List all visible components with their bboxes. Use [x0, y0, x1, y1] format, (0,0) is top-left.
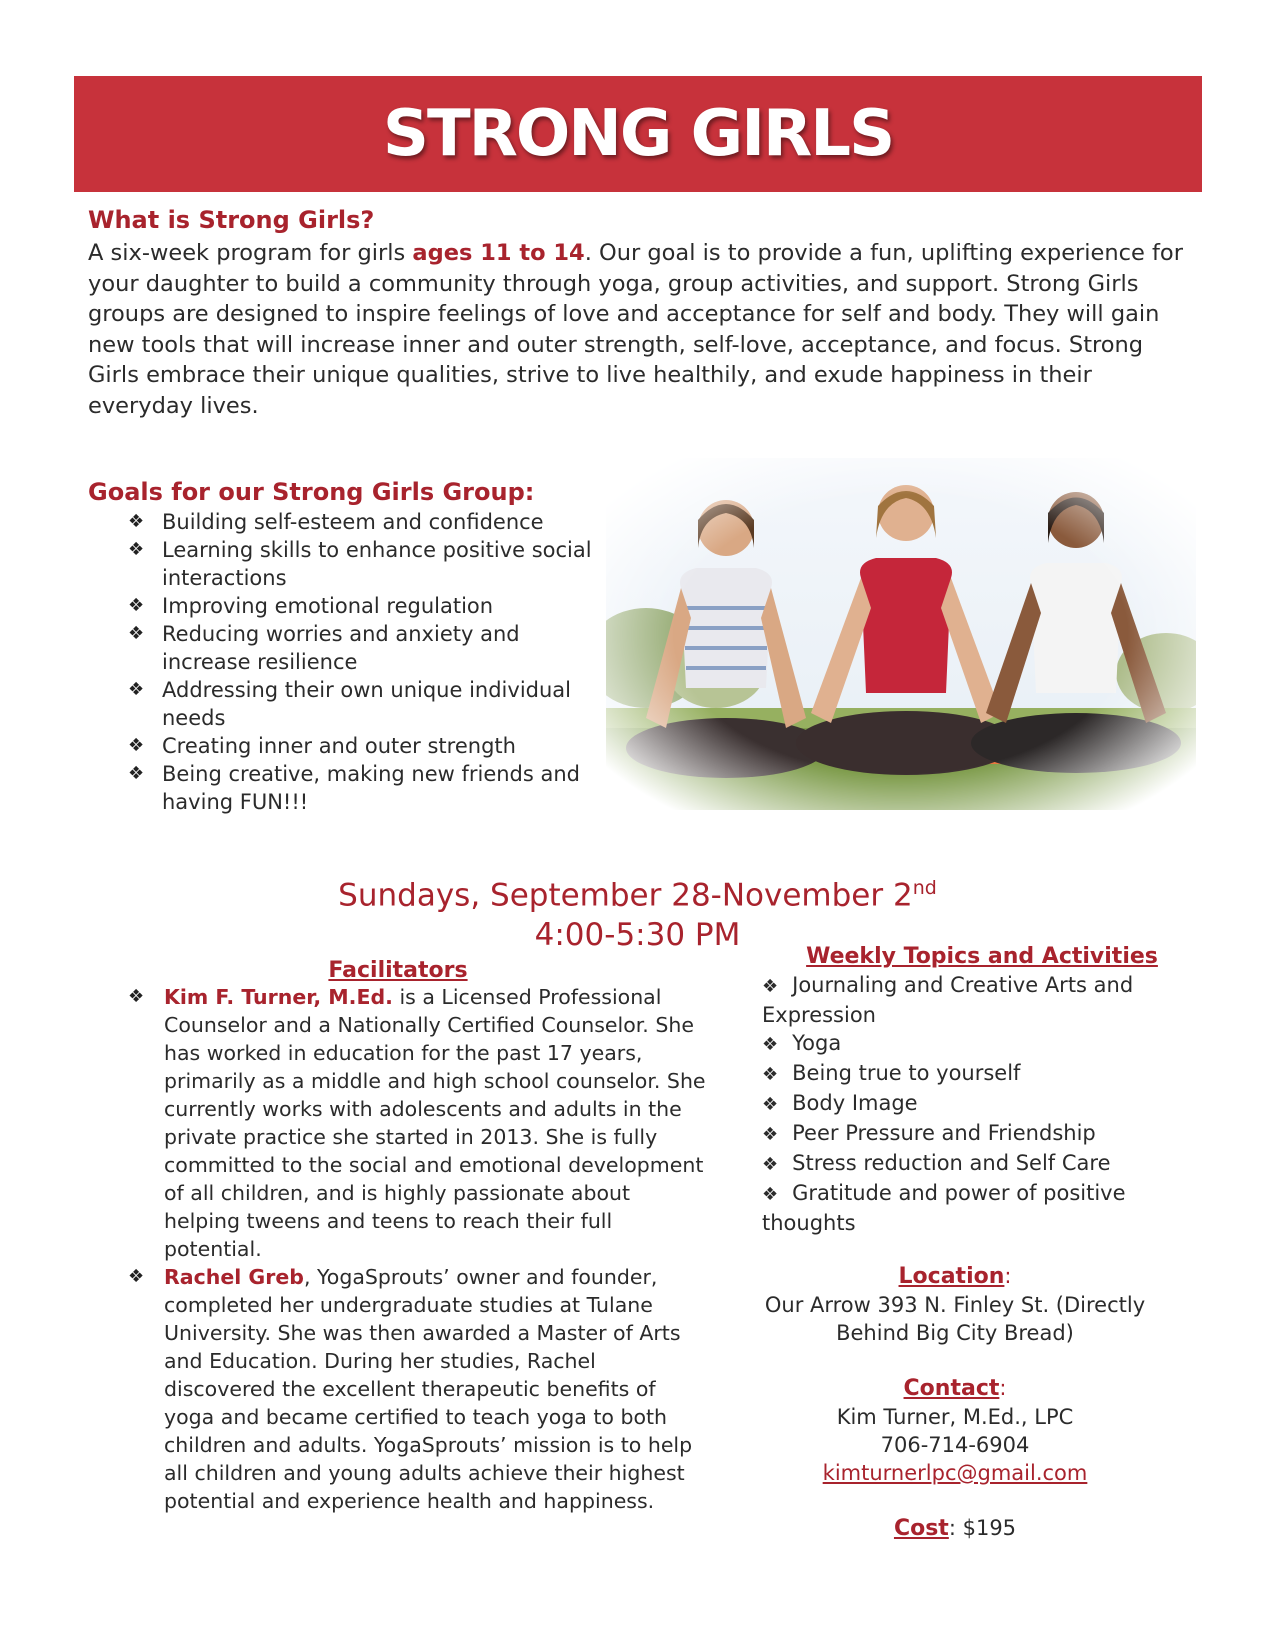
- weekly-topics-section: [762, 944, 1202, 1237]
- page-title: STRONG GIRLS: [382, 97, 894, 171]
- topic-text: Stress reduction and Self Care: [792, 1151, 1111, 1175]
- diamond-bullet-icon: ❖: [128, 595, 145, 616]
- goal-item: [88, 732, 608, 760]
- topic-text: Body Image: [792, 1091, 918, 1115]
- topic-text: Being true to yourself: [792, 1061, 1021, 1085]
- weekly-topics-list: [762, 971, 1202, 1237]
- intro-text-rest: . Our goal is to provide a fun, uplifting experience for your daughter to build a community through yoga, group activities, and support. Strong Girls groups are designed to inspire feelings of love and acceptance for self and body. They will gain new tools that will increase inner and outer strength, self-love, acceptance, and focus. Strong Girls embrace their unique qualities, strive to live healthily, and exude happiness in their everyday lives.: [88, 240, 1183, 419]
- facilitators-heading: Facilitators: [328, 958, 468, 983]
- goal-text: Being creative, making new friends and having FUN!!!: [162, 762, 581, 814]
- facilitator-name: Rachel Greb: [164, 1265, 304, 1289]
- facilitator-item: [88, 1263, 708, 1515]
- diamond-bullet-icon: ❖: [762, 1124, 779, 1145]
- goal-item: [88, 536, 608, 592]
- facilitators-section: [88, 958, 708, 1515]
- contact-label-line: [740, 1374, 1170, 1403]
- yoga-girls-photo: [606, 458, 1196, 810]
- goals-section: [88, 478, 608, 816]
- intro-paragraph: [88, 238, 1198, 421]
- goal-item: [88, 676, 608, 732]
- goals-list: [88, 508, 608, 816]
- title-banner: [74, 76, 1202, 192]
- intro-heading: What is Strong Girls?: [88, 206, 375, 234]
- diamond-bullet-icon: ❖: [762, 1034, 779, 1055]
- goal-text: Improving emotional regulation: [162, 594, 494, 618]
- goal-text: Creating inner and outer strength: [162, 734, 516, 758]
- label-colon: :: [999, 1376, 1007, 1400]
- topic-item: [762, 1179, 1202, 1237]
- topic-item: [762, 1119, 1202, 1149]
- goal-text: Learning skills to enhance positive social interactions: [162, 538, 592, 590]
- facilitator-item: [88, 983, 708, 1263]
- topic-item: [762, 1059, 1202, 1089]
- label-colon: :: [1004, 1264, 1012, 1288]
- cost-section: [740, 1514, 1170, 1543]
- location-section: [740, 1262, 1170, 1347]
- goal-item: [88, 760, 608, 816]
- cost-line: [740, 1514, 1170, 1543]
- facilitator-bio: is a Licensed Professional Counselor and a Nationally Certified Counselor. She has worked in education for the past 17 years, primarily as a middle and high school counselor. She currently works with adolescents and adults in the private practice she started in 2013. She is fully committed to the social and emotional development of all children, and is highly passionate about helping tweens and teens to reach their full potential.: [164, 985, 706, 1261]
- diamond-bullet-icon: ❖: [762, 1154, 779, 1175]
- goal-text: Building self-esteem and confidence: [162, 510, 544, 534]
- contact-email-link[interactable]: kimturnerlpc@gmail.com: [822, 1461, 1088, 1485]
- topic-text: Gratitude and power of positive thoughts: [762, 1181, 1126, 1235]
- contact-name: Kim Turner, M.Ed., LPC: [836, 1405, 1074, 1429]
- diamond-bullet-icon: ❖: [762, 976, 779, 997]
- diamond-bullet-icon: ❖: [128, 1266, 145, 1287]
- topic-text: Journaling and Creative Arts and Expression: [762, 973, 1134, 1027]
- diamond-bullet-icon: ❖: [762, 1064, 779, 1085]
- goal-item: [88, 508, 608, 536]
- diamond-bullet-icon: ❖: [762, 1094, 779, 1115]
- goals-heading: Goals for our Strong Girls Group:: [88, 478, 535, 506]
- diamond-bullet-icon: ❖: [128, 735, 145, 756]
- goal-item: [88, 620, 608, 676]
- topic-item: [762, 1149, 1202, 1179]
- topic-item: [762, 1029, 1202, 1059]
- topic-text: Peer Pressure and Friendship: [792, 1121, 1096, 1145]
- diamond-bullet-icon: ❖: [762, 1184, 779, 1205]
- label-colon: :: [948, 1516, 956, 1540]
- age-range-highlight: ages 11 to 14: [412, 240, 585, 266]
- intro-text-start: A six-week program for girls: [88, 240, 413, 266]
- topic-item: [762, 971, 1202, 1029]
- cost-value: $195: [962, 1516, 1017, 1540]
- location-line-1: Our Arrow 393 N. Finley St. (Directly: [764, 1293, 1146, 1317]
- facilitator-bio: , YogaSprouts’ owner and founder, completed her undergraduate studies at Tulane University. She was then awarded a Master of Arts and Education. During her studies, Rachel discovered the excellent therapeutic benefits of yoga and became certified to teach yoga to both children and adults. YogaSprouts’ mission is to help all children and young adults achieve their highest potential and experience health and happiness.: [164, 1265, 693, 1513]
- diamond-bullet-icon: ❖: [128, 539, 145, 560]
- schedule-dates: [0, 868, 1275, 915]
- facilitators-list: [88, 983, 708, 1515]
- goal-text: Reducing worries and anxiety and increase resilience: [162, 622, 520, 674]
- contact-section: [740, 1374, 1170, 1487]
- ordinal-suffix: nd: [912, 877, 937, 899]
- diamond-bullet-icon: ❖: [128, 986, 145, 1007]
- schedule-time: 4:00-5:30 PM: [534, 917, 741, 954]
- location-line-2: Behind Big City Bread): [836, 1321, 1074, 1345]
- intro-section: [88, 206, 1198, 421]
- weekly-topics-heading: Weekly Topics and Activities: [806, 944, 1158, 969]
- goal-text: Addressing their own unique individual needs: [162, 678, 571, 730]
- diamond-bullet-icon: ❖: [128, 623, 145, 644]
- meditating-girls-illustration: [606, 458, 1196, 810]
- location-label-line: [740, 1262, 1170, 1291]
- goal-item: [88, 592, 608, 620]
- diamond-bullet-icon: ❖: [128, 763, 145, 784]
- contact-label: Contact: [903, 1376, 1000, 1401]
- topic-text: Yoga: [792, 1031, 842, 1055]
- contact-phone: 706-714-6904: [880, 1433, 1030, 1457]
- topic-item: [762, 1089, 1202, 1119]
- location-label: Location: [898, 1264, 1005, 1289]
- facilitator-name: Kim F. Turner, M.Ed.: [164, 985, 393, 1009]
- schedule-block: [0, 868, 1275, 955]
- cost-label: Cost: [893, 1516, 949, 1541]
- dates-text: Sundays, September 28-November 2: [338, 877, 913, 914]
- diamond-bullet-icon: ❖: [128, 511, 145, 532]
- diamond-bullet-icon: ❖: [128, 679, 145, 700]
